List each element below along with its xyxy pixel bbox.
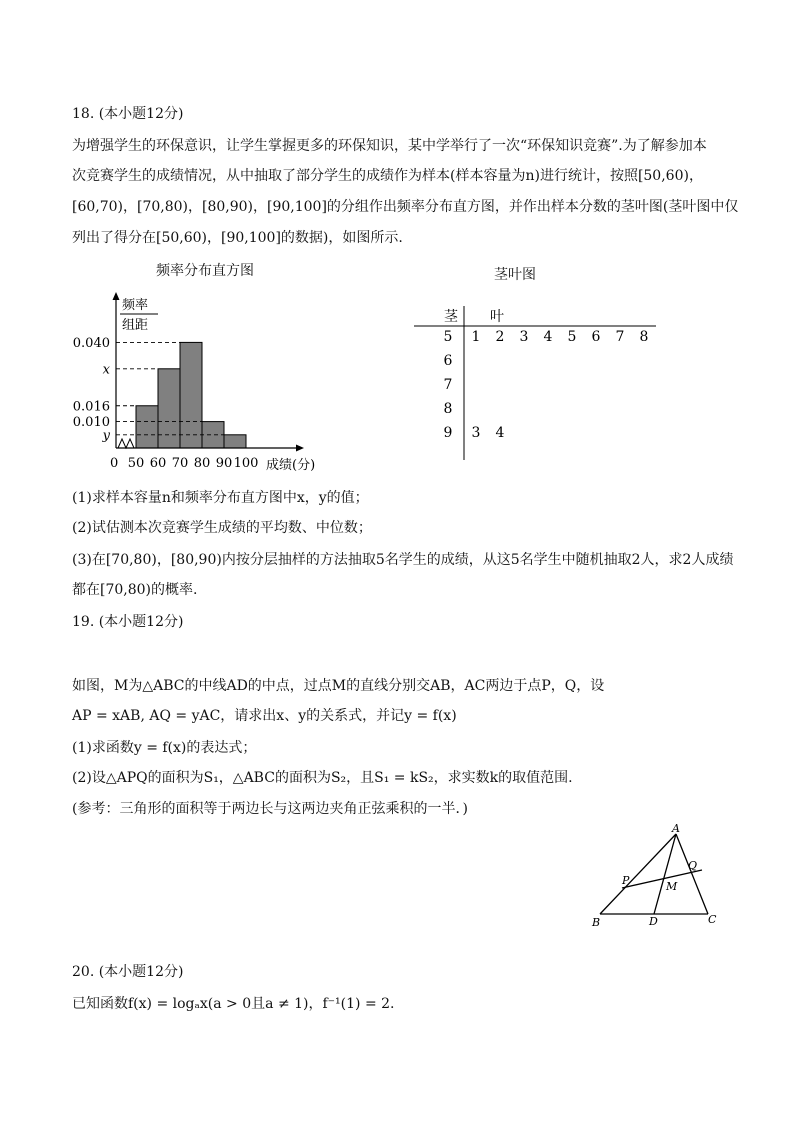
label-d: D [649, 915, 658, 928]
segment-ac [676, 834, 708, 914]
label-p: P [622, 874, 630, 887]
label-c: C [708, 913, 717, 926]
leaf-value: 2 [495, 329, 505, 345]
x-axis-arrow [296, 445, 304, 452]
q18-sub-3-line-2: 都在[70,80)的概率. [72, 582, 198, 598]
histogram-bar [202, 422, 224, 448]
q19-paragraph-line-2: AP = xAB, AQ = yAC，请求出x、y的关系式，并记y = f(x) [72, 708, 457, 724]
x-tick-label: 60 [149, 456, 167, 471]
frequency-histogram [60, 288, 360, 478]
histogram-title: 频率分布直方图 [156, 263, 254, 279]
y-tick-label: 0.040 [72, 335, 110, 351]
stem-header: 茎 [444, 309, 458, 325]
q18-paragraph-line-2: 次竞赛学生的成绩情况，从中抽取了部分学生的成绩作为样本(样本容量为n)进行统计，按照[50,60)， [72, 168, 703, 184]
q18-sub-2: (2)试估测本次竞赛学生成绩的平均数、中位数； [72, 520, 372, 536]
leaf-value: 3 [471, 425, 481, 441]
leaf-value: 7 [615, 329, 625, 345]
leaf-value: 5 [567, 329, 577, 345]
q18-paragraph-line-3: [60,70)，[70,80)，[80,90)，[90,100]的分组作出频率分布直方图，并作出样本分数的茎叶图(茎叶图中仅 [72, 199, 739, 215]
histogram-bar [158, 369, 180, 448]
q18-paragraph-line-1: 为增强学生的环保意识，让学生掌握更多的环保知识，某中学举行了一次“环保知识竞赛”.为了解参加本 [72, 138, 707, 154]
q18-header: 18. (本小题12分) [72, 106, 184, 122]
x-tick-label: 90 [215, 456, 233, 471]
x-tick-label: 70 [171, 456, 189, 471]
leaf-value: 1 [471, 329, 481, 345]
x-axis-label: 成绩(分) [266, 458, 316, 473]
stem-leaf-plot [410, 300, 670, 465]
q19-note: (参考：三角形的面积等于两边长与这两边夹角正弦乘积的一半．) [72, 801, 468, 817]
y-label-numerator: 频率 [122, 298, 149, 313]
q19-sub-1: (1)求函数y = f(x)的表达式； [72, 740, 257, 756]
x-tick-label: 50 [127, 456, 145, 471]
stem-value: 6 [443, 353, 453, 369]
label-a: A [672, 822, 680, 835]
stem-value: 5 [443, 329, 453, 345]
histogram-bar [224, 435, 246, 448]
stem-value: 8 [443, 401, 453, 417]
q18-paragraph-line-4: 列出了得分在[50,60)，[90,100]的数据)，如图所示. [72, 230, 403, 246]
leaf-value: 3 [519, 329, 529, 345]
leaf-value: 6 [591, 329, 601, 345]
histogram-bar [136, 406, 158, 448]
x-tick-label: 100 [233, 456, 259, 471]
label-b: B [592, 916, 601, 929]
x-tick-label: 80 [193, 456, 211, 471]
label-q: Q [688, 859, 698, 872]
y-tick-label: y [102, 428, 110, 444]
stem-value: 7 [443, 377, 453, 393]
q19-header: 19. (本小题12分) [72, 614, 184, 630]
q18-sub-3-line-1: (3)在[70,80)，[80,90)内按分层抽样的方法抽取5名学生的成绩，从这5名学生中随机抽取2人，求2人成绩 [72, 552, 734, 568]
histogram-bar [180, 342, 202, 448]
y-tick-label: 0.010 [72, 415, 110, 431]
y-tick-label: x [102, 362, 110, 378]
q20-header: 20. (本小题12分) [72, 964, 184, 980]
origin-label: 0 [110, 456, 119, 471]
leaf-value: 4 [543, 329, 553, 345]
q18-sub-1: (1)求样本容量n和频率分布直方图中x，y的值； [72, 490, 369, 506]
q20-paragraph-line-1: 已知函数f(x) = logₐx(a > 0且a ≠ 1)，f⁻¹(1) = 2. [72, 996, 395, 1012]
y-label-denominator: 组距 [122, 318, 149, 333]
leaf-header: 叶 [490, 309, 504, 325]
label-m: M [666, 880, 678, 893]
q19-paragraph-line-1: 如图，M为△ABC的中线AD的中点，过点M的直线分别交AB，AC两边于点P，Q，设 [72, 678, 605, 694]
q19-sub-2: (2)设△APQ的面积为S₁，△ABC的面积为S₂，且S₁ = kS₂，求实数k的取值范围. [72, 770, 573, 786]
triangle-figure [588, 822, 728, 930]
stemleaf-title: 茎叶图 [494, 267, 536, 283]
y-axis-arrow [113, 292, 120, 300]
leaf-value: 8 [639, 329, 649, 345]
y-tick-label: 0.016 [72, 399, 110, 415]
stem-value: 9 [443, 425, 453, 441]
axis-break-mark [118, 439, 134, 448]
leaf-value: 4 [495, 425, 505, 441]
